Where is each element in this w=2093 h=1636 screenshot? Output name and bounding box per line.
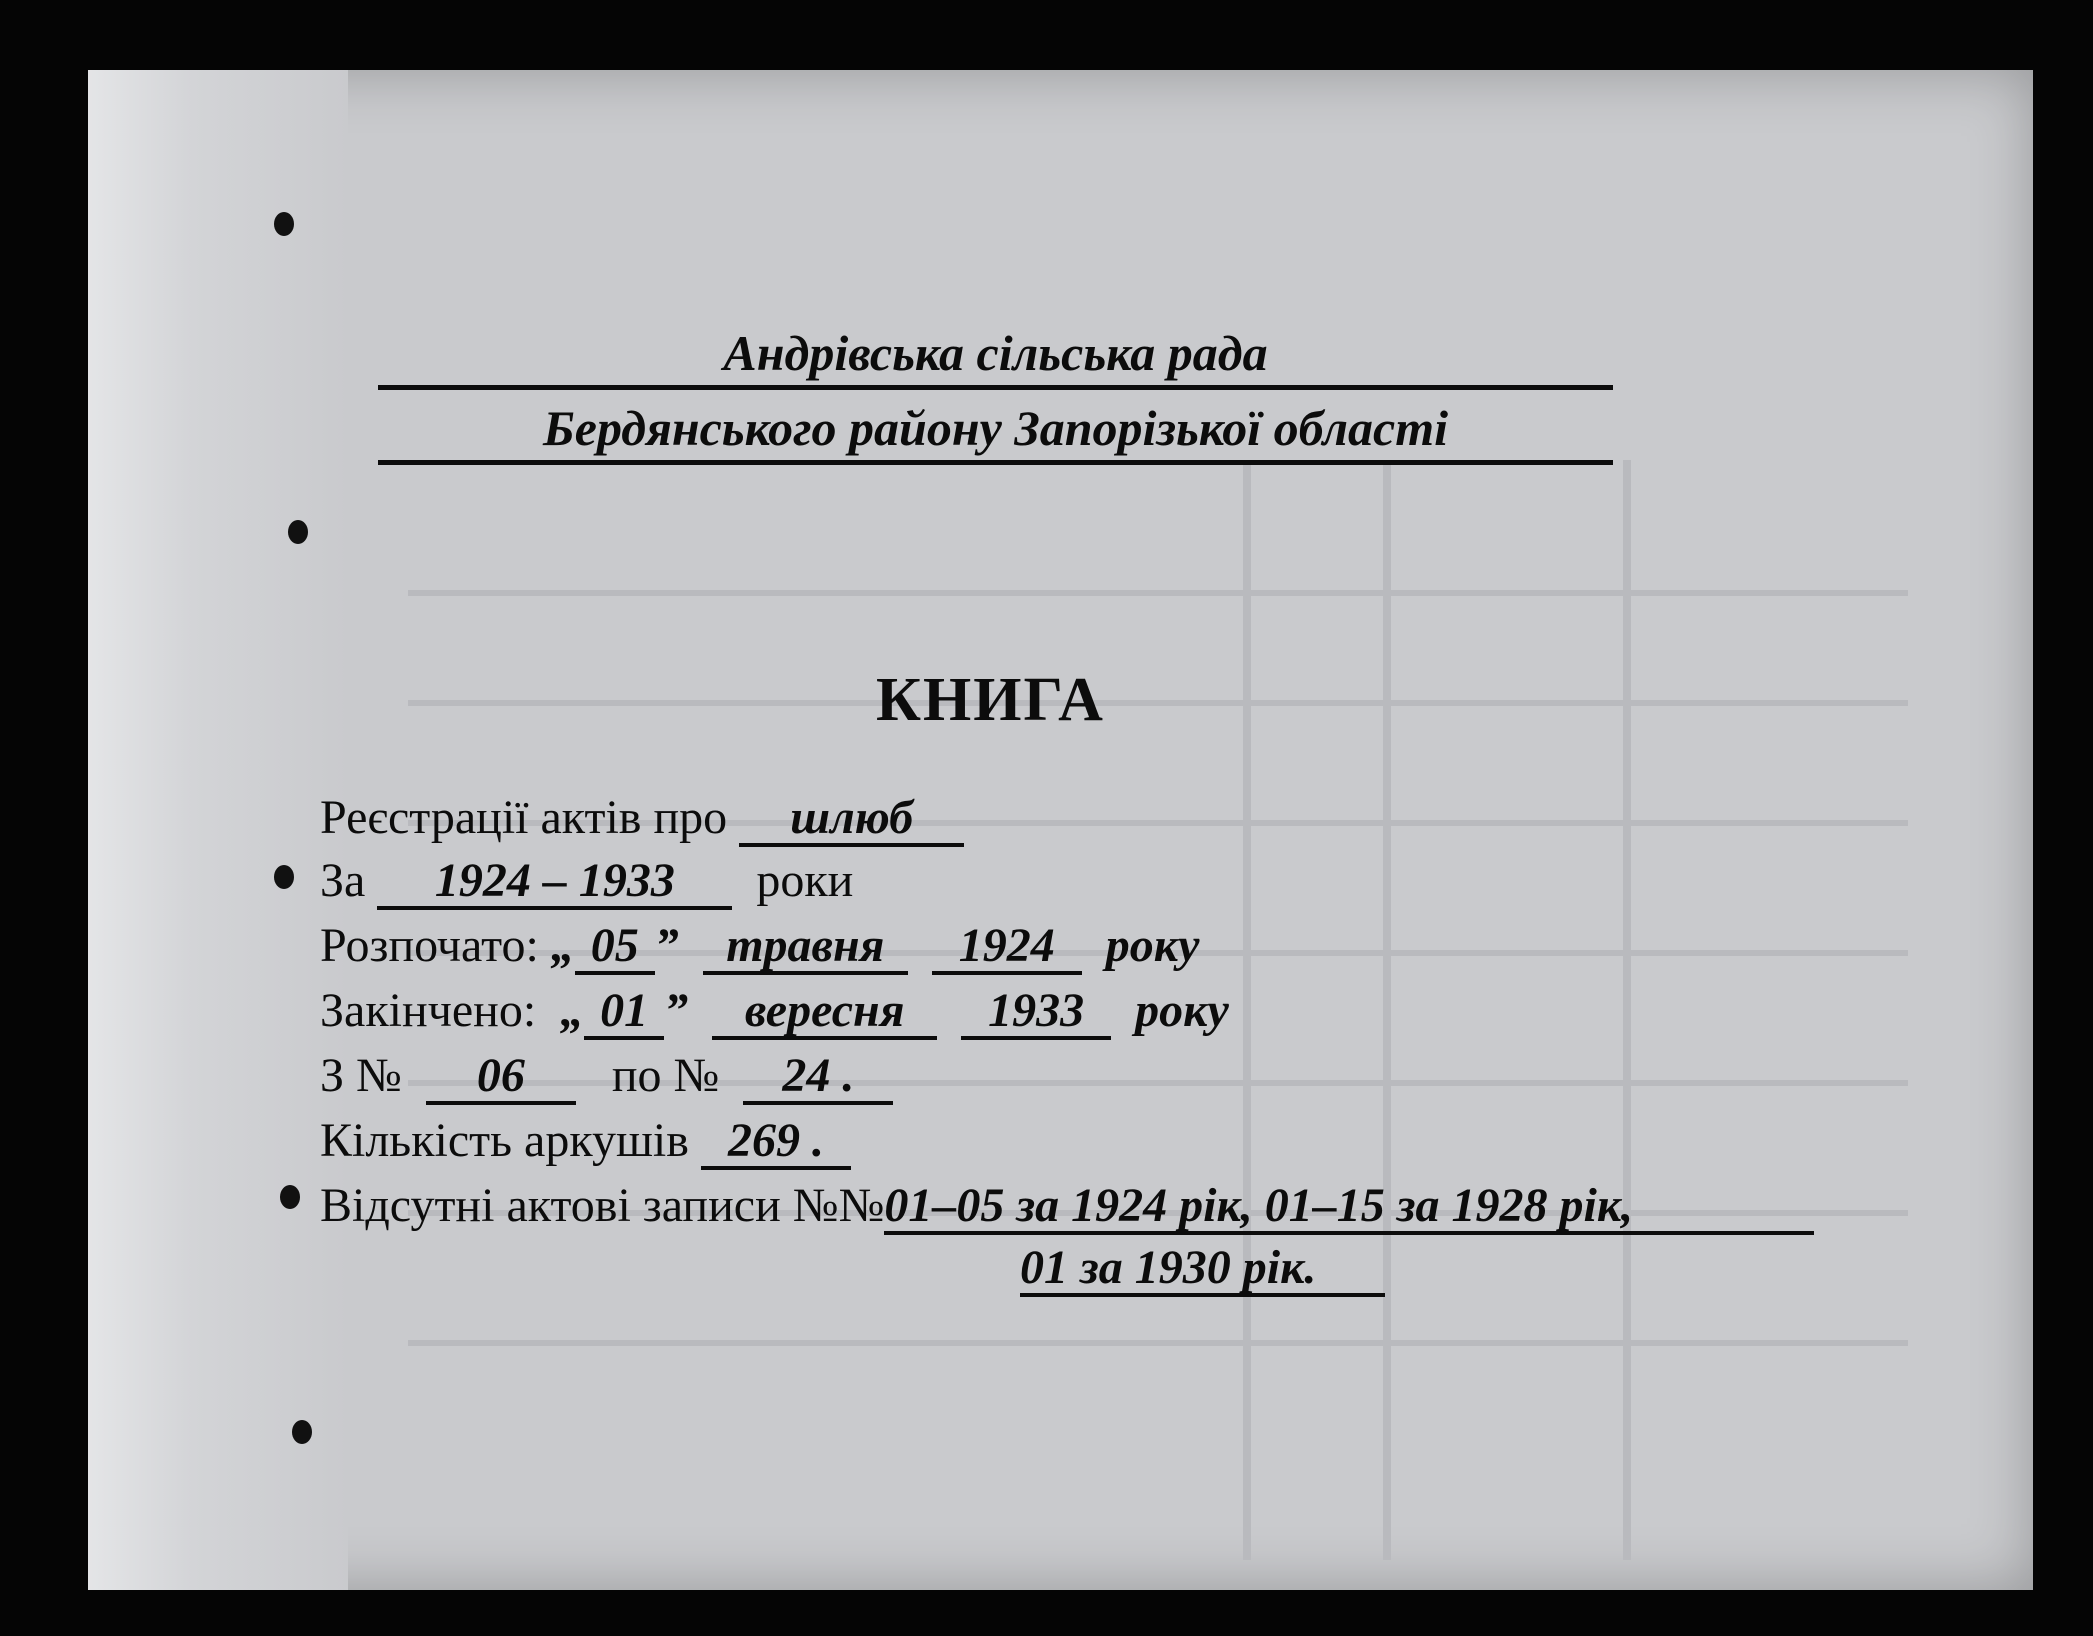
document-title: КНИГА xyxy=(876,666,1105,734)
number-from-label: З № xyxy=(320,1049,402,1102)
finished-month: вересня xyxy=(712,986,937,1040)
started-suffix: року xyxy=(1105,919,1200,972)
number-to-value: 24 . xyxy=(743,1051,893,1105)
missing-records-row xyxy=(320,1178,1814,1235)
binding-hole xyxy=(280,1185,300,1209)
missing-value-line1: 01–05 за 1924 рік, 01–15 за 1928 рік, xyxy=(884,1181,1814,1235)
sheets-row xyxy=(320,1113,851,1170)
started-day: 05 xyxy=(575,921,655,975)
finished-day: 01 xyxy=(584,986,664,1040)
started-quote-close: ” xyxy=(654,919,679,972)
registration-row xyxy=(320,790,964,847)
finished-suffix: року xyxy=(1135,984,1229,1037)
period-suffix: роки xyxy=(756,854,854,907)
finished-year: 1933 xyxy=(961,986,1111,1040)
finished-quote-open: „ xyxy=(560,984,585,1037)
missing-value-line2: 01 за 1930 рік. xyxy=(1020,1243,1385,1297)
started-quote-open: „ xyxy=(550,919,575,972)
document-page xyxy=(88,70,2033,1590)
started-month: травня xyxy=(703,921,908,975)
number-to-label: по № xyxy=(611,1049,720,1102)
district-heading: Бердянського району Запорізької області xyxy=(378,400,1613,465)
finished-row xyxy=(320,983,1229,1040)
binding-hole xyxy=(288,520,308,544)
period-value: 1924 – 1933 xyxy=(377,856,732,910)
sheets-value: 269 . xyxy=(701,1116,851,1170)
finished-label: Закінчено: xyxy=(320,984,537,1037)
registration-value: шлюб xyxy=(739,793,964,847)
started-year: 1924 xyxy=(932,921,1082,975)
missing-records-row-continued xyxy=(1020,1240,1385,1297)
started-label: Розпочато: xyxy=(320,919,539,972)
finished-quote-close: ” xyxy=(664,984,689,1037)
period-row xyxy=(320,853,853,910)
binding-hole xyxy=(274,865,294,889)
missing-label: Відсутні актові записи №№ xyxy=(320,1179,885,1232)
number-range-row xyxy=(320,1048,893,1105)
sheets-label: Кількість аркушів xyxy=(320,1114,689,1167)
period-label: За xyxy=(320,854,366,907)
number-from-value: 06 xyxy=(426,1051,576,1105)
binding-spine xyxy=(88,70,348,1590)
council-heading: Андрівська сільська рада xyxy=(378,325,1613,390)
started-row xyxy=(320,918,1199,975)
binding-hole xyxy=(292,1420,312,1444)
registration-label: Реєстрації актів про xyxy=(320,791,728,844)
binding-hole xyxy=(274,212,294,236)
